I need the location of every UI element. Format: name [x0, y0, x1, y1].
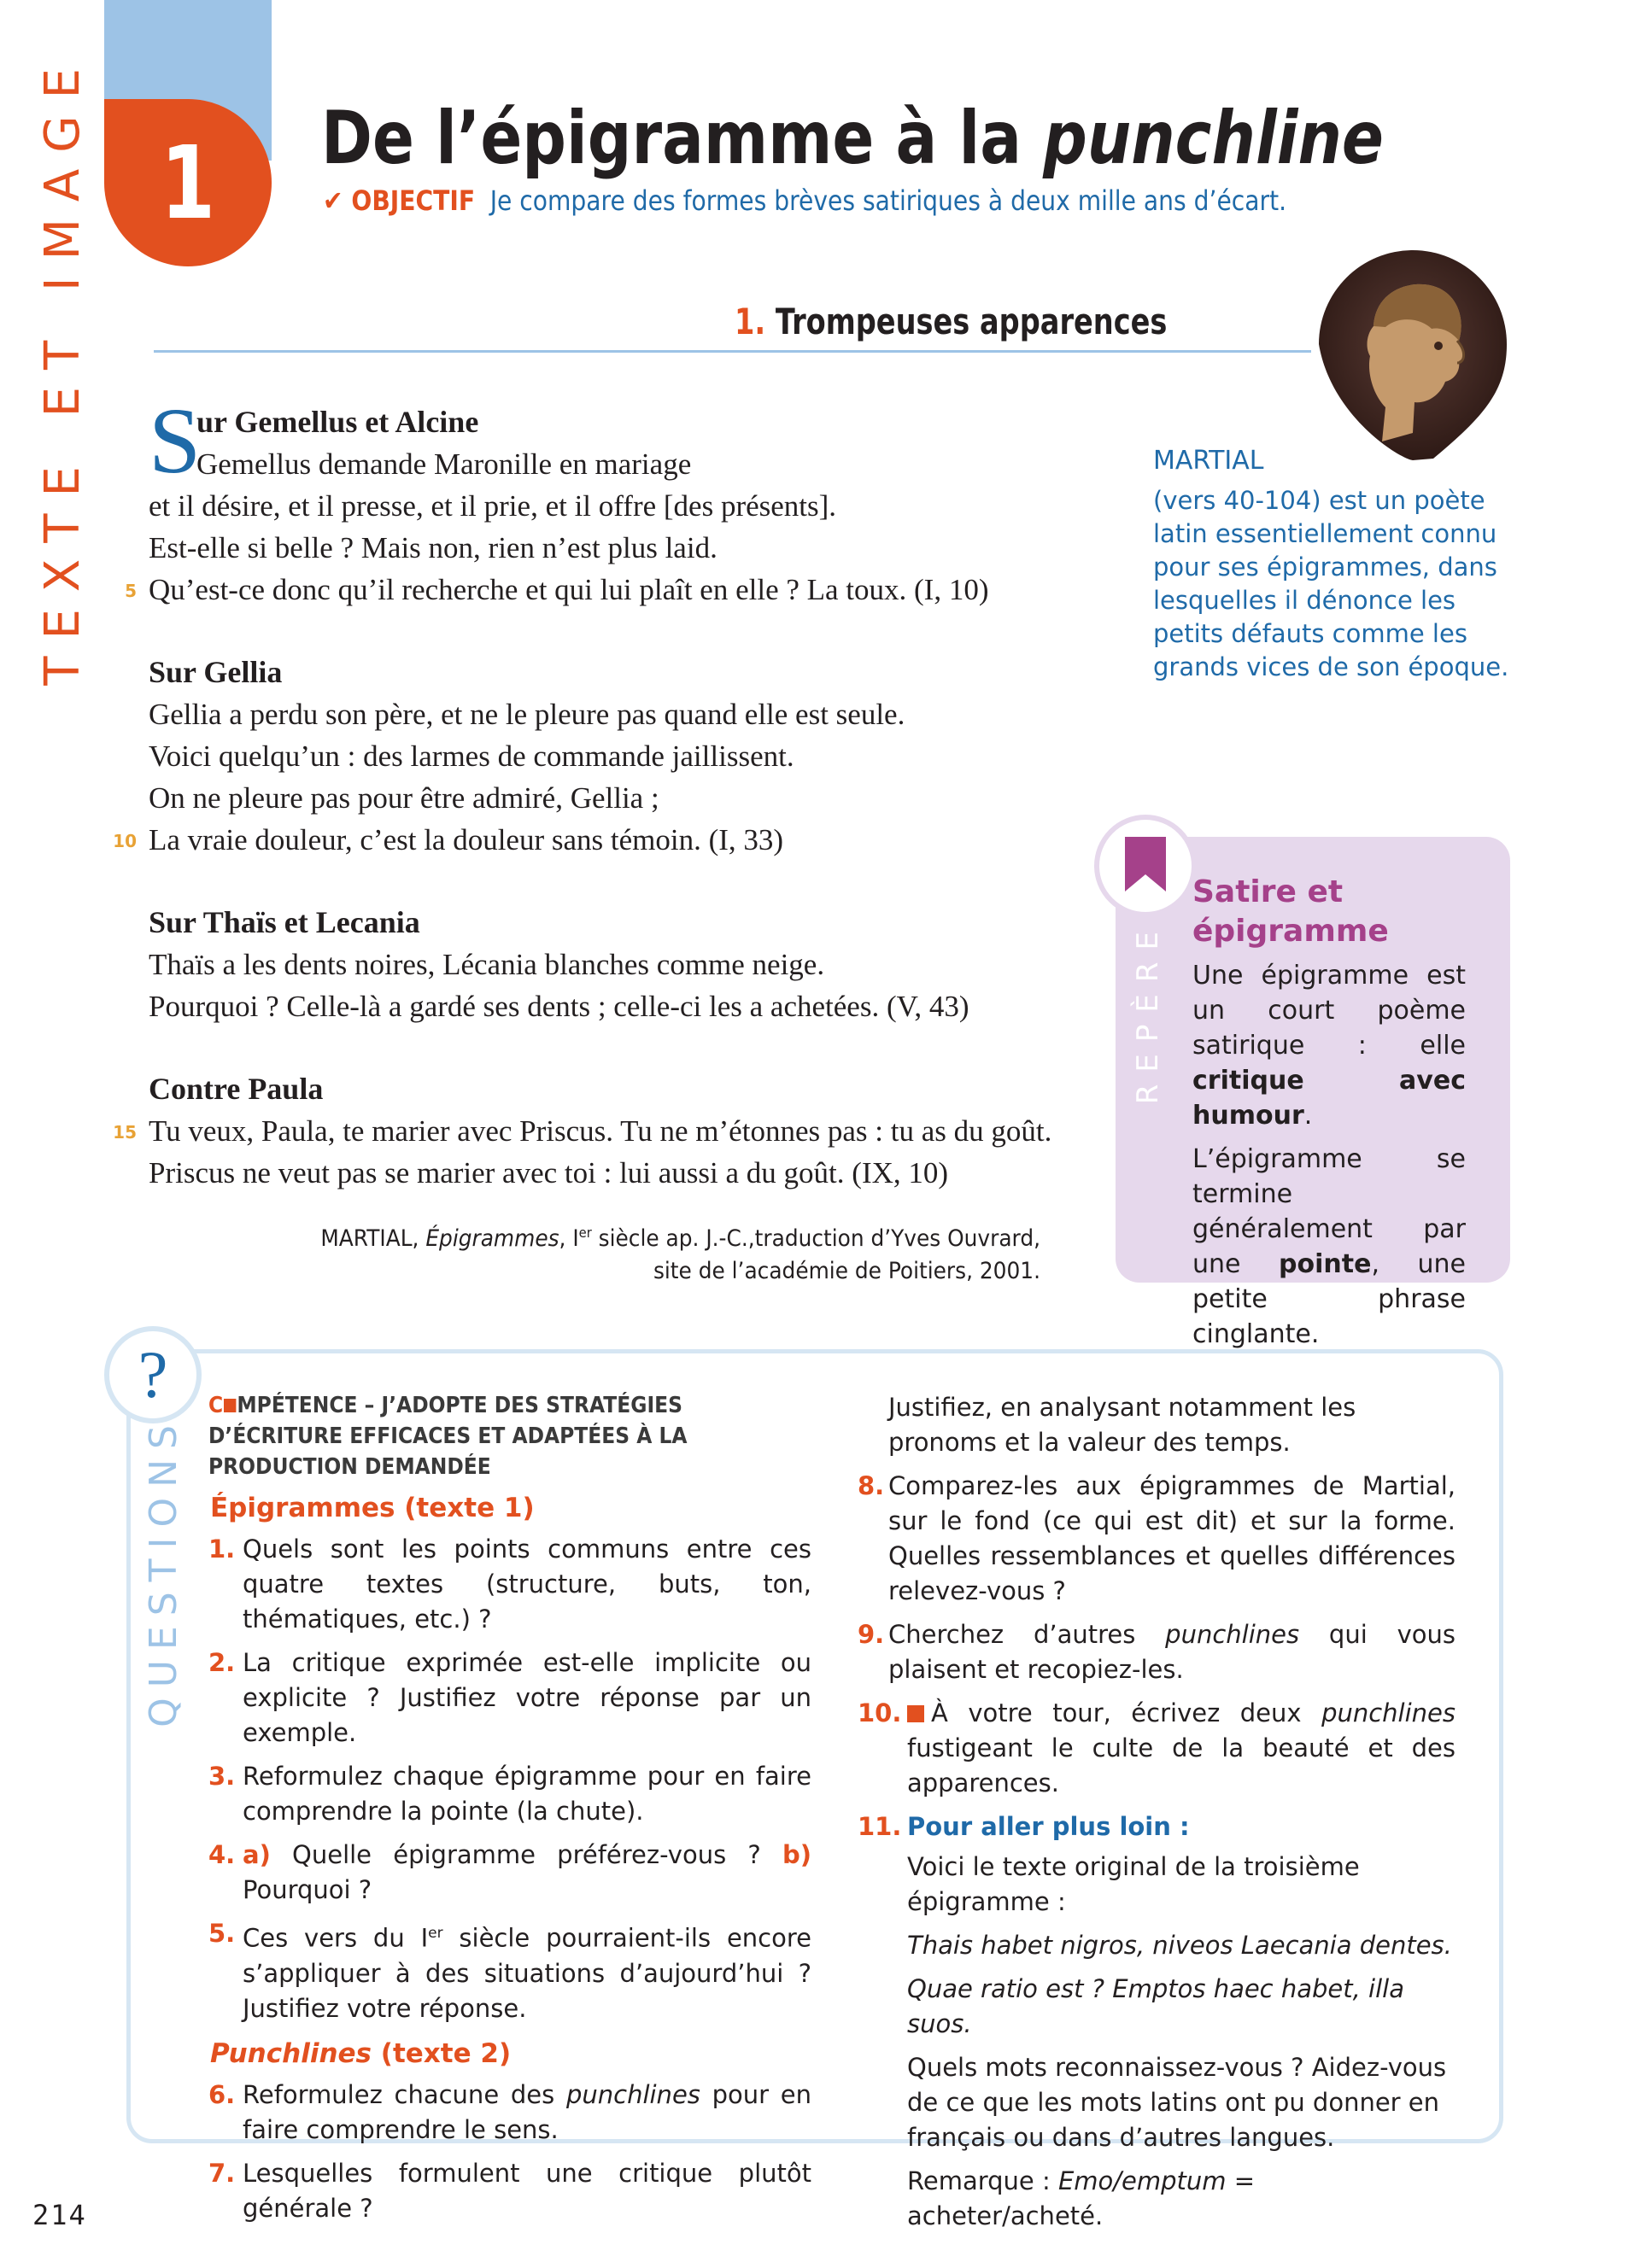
question-item: 4. a) Quelle épigramme préférez-vous ? b) Pourquoi ? — [208, 1840, 811, 1904]
bookmark-icon — [1094, 815, 1197, 917]
page-title: De l’épigramme à la punchline — [321, 96, 1384, 181]
poem-line: 10 La vraie douleur, c’est la douleur sans témoin. (I, 33) — [149, 819, 1105, 861]
poem-title: Sur Gellia — [149, 655, 283, 689]
questions-left-column — [208, 1390, 811, 2235]
poem-line: Voici quelqu’un : des larmes de commande jaillissent. — [149, 739, 794, 773]
objective-label: ✔ OBJECTIF — [323, 184, 476, 217]
poem-line: 5 Qu’est-ce donc qu’il recherche et qui lui plaît en elle ? La toux. (I, 10) — [149, 569, 1105, 611]
question-item: 11. Pour aller plus loin : — [858, 1812, 1190, 1841]
question-item: 5. Ces vers du Ier siècle pourraient-ils encore s’appliquer à des situations d’aujourd’hui ? Justifiez votre réponse. — [208, 1919, 811, 2023]
question-item: 1. Quels sont les points communs entre ces quatre textes (structure, buts, ton, thématiques, etc.) ? — [208, 1534, 811, 1634]
question-continuation: Justifiez, en analysant notamment les pronoms et la valeur des temps. — [888, 1393, 1356, 1457]
writing-square-icon — [907, 1705, 924, 1722]
poem-line: Gellia a perdu son père, et ne le pleure pas quand elle est seule. — [149, 698, 905, 731]
repere-vertical-label: REPÈRE — [1131, 919, 1165, 1105]
question-mark-icon: ? — [138, 1337, 168, 1412]
question-section-title: Épigrammes (texte 1) — [210, 1493, 535, 1523]
competence-heading: C MPÉTENCE – J’ADOPTE DES STRATÉGIES D’ÉCRITURE EFFICACES ET ADAPTÉES À LA PRODUCTION DEMANDÉE — [208, 1393, 688, 1480]
chapter-number: 1 — [160, 124, 216, 242]
poem-line: 15 Tu veux, Paula, te marier avec Priscus. Tu ne m’étonnes pas : tu as du goût. — [149, 1110, 1105, 1152]
poem-title: Contre Paula — [149, 1072, 324, 1106]
poem-line: Priscus ne veut pas se marier avec toi : lui aussi a du goût. (IX, 10) — [149, 1156, 949, 1190]
source-citation: MARTIAL, Épigrammes, Ier siècle ap. J.-C.,traduction d’Yves Ouvrard, site de l’académie de Poitiers, 2001. — [320, 1225, 1040, 1284]
section-vertical-label: TEXTE ET IMAGE — [34, 51, 91, 686]
bio-text: (vers 40-104) est un poète latin essentiellement connu pour ses épigrammes, dans lesquelles il dénonce les petits défauts comme les grands vices de son époque. — [1153, 486, 1509, 681]
drop-cap: S — [149, 389, 202, 493]
line-number: 15 — [113, 1122, 137, 1143]
poem-line: Gemellus demande Maronille en mariage — [196, 447, 692, 481]
poem-title: Sur Thaïs et Lecania — [149, 905, 420, 939]
poem-gellia — [113, 652, 1105, 861]
question-item: 8. Comparez-les aux épigrammes de Martial, sur le fond (ce qui est dit) et sur la forme. Quelles ressemblances et quelles différences relevez-vous ? — [858, 1471, 1456, 1605]
poem-line: Est-elle si belle ? Mais non, rien n’est plus laid. — [149, 531, 718, 564]
remark: Remarque : Emo/emptum = acheter/acheté. — [907, 2166, 1256, 2230]
repere-title: Satire et épigramme — [1192, 874, 1389, 949]
question-item: 2. La critique exprimée est-elle implicite ou explicite ? Justifiez votre réponse par un exemple. — [208, 1648, 811, 1747]
section-title: 1. Trompeuses apparences — [735, 301, 1168, 342]
objective — [323, 184, 1286, 217]
poem-paula — [113, 1068, 1105, 1194]
poems-text — [113, 389, 1105, 1235]
poem-gemellus — [125, 389, 1105, 611]
question-item: 7. Lesquelles formulent une critique plutôt générale ? — [208, 2158, 811, 2223]
question-item: 10. À votre tour, écrivez deux punchlines fustigeant le culte de la beauté et des apparences. — [858, 1698, 1456, 1797]
question-item: 9. Cherchez d’autres punchlines qui vous plaisent et recopiez-les. — [858, 1620, 1456, 1684]
objective-text: Je compare des formes brèves satiriques à deux mille ans d’écart. — [489, 184, 1287, 217]
repere-text: Une épigramme est un court poème satirique : elle critique avec humour. L’épigramme se termine généralement par une pointe, une petite phrase cinglante. — [1192, 961, 1466, 1349]
question-text: Voici le texte original de la troisième épigramme : — [907, 1852, 1360, 1916]
page-number: 214 — [32, 2199, 87, 2231]
poem-line: On ne pleure pas pour être admiré, Gellia ; — [149, 781, 659, 815]
latin-line: Quae ratio est ? Emptos haec habet, illa suos. — [907, 1974, 1404, 2038]
poem-line: Pourquoi ? Celle-là a gardé ses dents ; celle-ci les a achetées. (V, 43) — [149, 990, 969, 1023]
question-text: Quels mots reconnaissez-vous ? Aidez-vous de ce que les mots latins ont pu donner en français ou dans d’autres langues. — [907, 2053, 1447, 2152]
latin-line: Thais habet nigros, niveos Laecania dentes. — [907, 1931, 1452, 1960]
poem-thais — [149, 902, 1105, 1027]
questions-right-column — [858, 1390, 1456, 2242]
portrait-image — [1314, 245, 1512, 465]
question-section-title: Punchlines (texte 2) — [210, 2037, 512, 2069]
question-item: 3. Reformulez chaque épigramme pour en faire comprendre la pointe (la chute). — [208, 1762, 811, 1826]
poem-line: Thaïs a les dents noires, Lécania blanches comme neige. — [149, 948, 825, 981]
poem-title: ur Gemellus et Alcine — [196, 405, 479, 439]
bio-name: MARTIAL — [1153, 446, 1264, 476]
poem-line: et il désire, et il presse, et il prie, et il offre [des présents]. — [149, 489, 837, 523]
questions-vertical-label: QUESTIONS — [141, 1415, 185, 1727]
line-number: 5 — [125, 581, 137, 601]
question-item: 6. Reformulez chacune des punchlines pour en faire comprendre le sens. — [208, 2079, 811, 2144]
line-number: 10 — [113, 831, 137, 851]
section-divider — [154, 350, 1311, 353]
